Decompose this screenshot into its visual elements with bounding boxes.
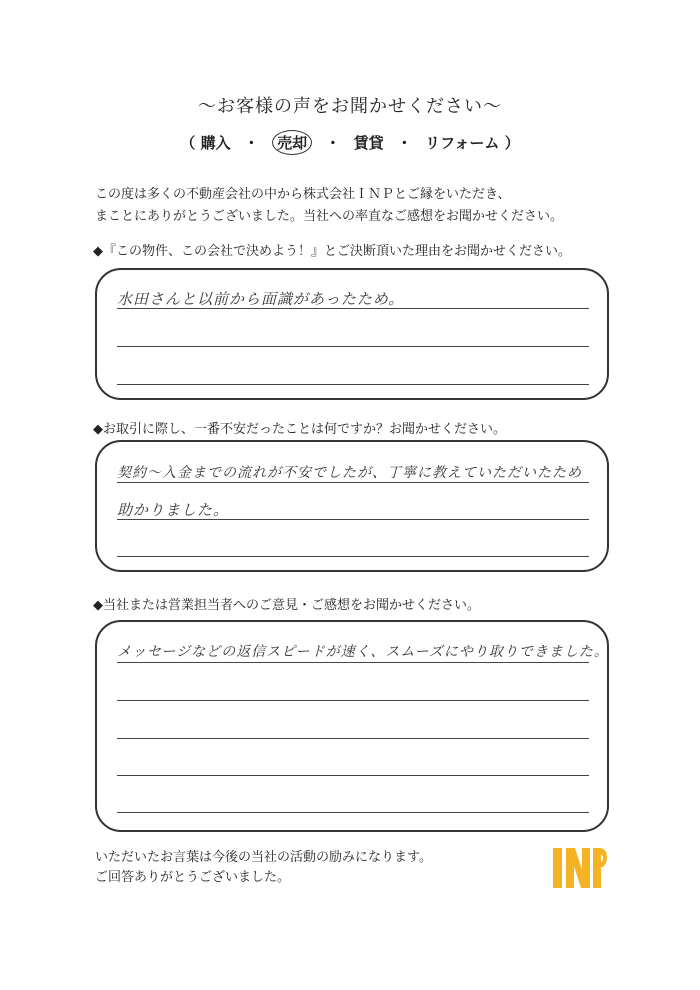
category-reform: リフォーム xyxy=(425,134,500,152)
category-close-paren: ） xyxy=(504,134,520,152)
inp-logo xyxy=(551,846,607,890)
ruled-line xyxy=(117,308,589,309)
intro-line-1: この度は多くの不動産会社の中から株式会社ＩＮＰとご縁をいただき、 xyxy=(95,187,511,202)
handwritten-answer-1: 水田さんと以前から面識があったため。 xyxy=(117,290,405,308)
handwritten-answer-3: メッセージなどの返信スピードが速く、スムーズにやり取りできました。 xyxy=(117,644,609,660)
logo-letter-p xyxy=(593,848,607,888)
ruled-line xyxy=(117,519,589,520)
footer-text xyxy=(95,848,495,888)
answer-box-2 xyxy=(95,440,609,572)
ruled-line xyxy=(117,482,589,483)
footer-line-1: いただいたお言葉は今後の当社の活動の励みになります。 xyxy=(95,850,432,865)
ruled-line xyxy=(117,700,589,701)
category-rental: 賃貸 xyxy=(353,134,384,152)
logo-letter-i xyxy=(553,848,562,888)
answer-box-3 xyxy=(95,620,609,832)
category-open-paren: （ xyxy=(180,134,196,152)
category-selector xyxy=(0,130,700,155)
inp-logo-icon xyxy=(553,848,607,888)
handwritten-answer-2-line-2: 助かりました。 xyxy=(117,501,230,519)
footer-line-2: ご回答ありがとうございました。 xyxy=(95,870,291,885)
handwritten-answer-2-line-1: 契約〜入金までの流れが不安でしたが、丁寧に教えていただいたため xyxy=(117,465,582,481)
question-2-label: ◆お取引に際し、一番不安だったことは何ですか？お聞かせください。 xyxy=(93,422,506,437)
category-sale-selected: 売却 xyxy=(272,130,312,155)
category-separator: ・ xyxy=(243,134,259,152)
intro-text xyxy=(95,184,615,228)
answer-box-1 xyxy=(95,268,609,400)
ruled-line xyxy=(117,738,589,739)
category-separator: ・ xyxy=(396,134,412,152)
logo-letter-n xyxy=(566,848,590,888)
intro-line-2: まことにありがとうございました。当社への率直なご感想をお聞かせください。 xyxy=(95,209,564,224)
question-3-label: ◆当社または営業担当者へのご意見・ご感想をお聞かせください。 xyxy=(93,598,480,613)
ruled-line xyxy=(117,812,589,813)
ruled-line xyxy=(117,662,589,663)
ruled-line xyxy=(117,775,589,776)
question-1-label: ◆『この物件、この会社で決めよう！』とご決断頂いた理由をお聞かせください。 xyxy=(93,244,571,259)
ruled-line xyxy=(117,346,589,347)
category-separator: ・ xyxy=(325,134,341,152)
form-title: 〜お客様の声をお聞かせください〜 xyxy=(198,96,502,117)
category-purchase: 購入 xyxy=(200,134,231,152)
ruled-line xyxy=(117,384,589,385)
ruled-line xyxy=(117,556,589,557)
